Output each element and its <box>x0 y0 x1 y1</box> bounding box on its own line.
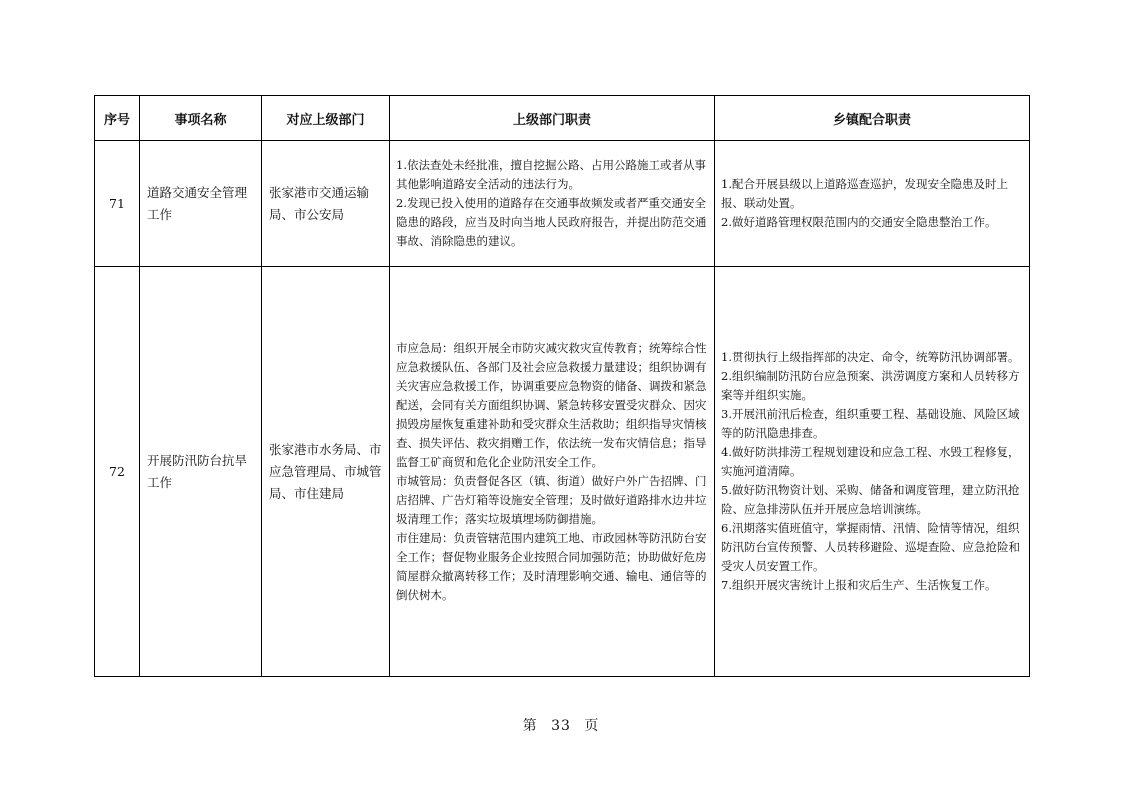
page-footer <box>0 715 1122 735</box>
duty-paragraph: 1.贯彻执行上级指挥部的决定、命令，统筹防汛协调部署。 <box>721 350 1020 364</box>
duty-paragraph: 6.汛期落实值班值守，掌握雨情、汛情、险情等情况，组织防汛防台宣传预警、人员转移避险、巡堤查险、应急抢险和受灾人员安置工作。 <box>721 521 1020 573</box>
row-town-duties <box>715 267 1030 677</box>
row-upper-dept: 张家港市水务局、市应急管理局、市城管局、市住建局 <box>262 267 390 677</box>
duty-paragraph: 1.配合开展县级以上道路巡查巡护，发现安全隐患及时上报、联动处置。 <box>721 177 1008 210</box>
row-upper-dept: 张家港市交通运输局、市公安局 <box>262 141 390 267</box>
row-item-name: 道路交通安全管理工作 <box>140 141 262 267</box>
duty-table <box>94 95 1030 677</box>
duty-paragraph: 3.开展汛前汛后检查，组织重要工程、基础设施、风险区域等的防汛隐患排查。 <box>721 407 1020 440</box>
duty-paragraph: 2.做好道路管理权限范围内的交通安全隐患整治工作。 <box>721 215 997 229</box>
duty-paragraph: 5.做好防汛物资计划、采购、储备和调度管理，建立防汛抢险、应急排涝队伍并开展应急培训演练。 <box>721 483 1020 516</box>
duty-paragraph: 市城管局：负责督促各区（镇、街道）做好户外广告招牌、门店招牌、广告灯箱等设施安全管理；及时做好道路排水边井垃圾清理工作；落实垃圾填埋场防御措施。 <box>396 473 707 526</box>
header-upper-dept: 对应上级部门 <box>262 96 390 141</box>
header-seq: 序号 <box>95 96 140 141</box>
duty-paragraph: 2.发现已投入使用的道路存在交通事故频发或者严重交通安全隐患的路段，应当及时向当地人民政府报告，并提出防范交通事故、消除隐患的建议。 <box>396 196 707 248</box>
duty-paragraph: 市住建局：负责管辖范围内建筑工地、市政园林等防汛防台安全工作；督促物业服务企业按照合同加强防范；协助做好危房简屋群众撤离转移工作；及时清理影响交通、输电、通信等的倒伏树木。 <box>396 530 707 602</box>
table-row <box>95 267 1030 677</box>
row-upper-duties <box>390 267 715 677</box>
header-upper-duties: 上级部门职责 <box>390 96 715 141</box>
duty-paragraph: 4.做好防洪排涝工程规划建设和应急工程、水毁工程修复，实施河道清障。 <box>721 445 1020 478</box>
duty-paragraph: 7.组织开展灾害统计上报和灾后生产、生活恢复工作。 <box>721 578 997 592</box>
duty-paragraph: 1.依法查处未经批准，擅自挖掘公路、占用公路施工或者从事其他影响道路安全活动的违法行为。 <box>396 158 706 191</box>
row-town-duties <box>715 141 1030 267</box>
row-seq: 71 <box>95 141 140 267</box>
header-item-name: 事项名称 <box>140 96 262 141</box>
page-suffix: 页 <box>584 718 600 734</box>
page-number: 33 <box>551 718 571 734</box>
duty-paragraph: 市应急局：组织开展全市防灾减灾救灾宣传教育；统筹综合性应急救援队伍、各部门及社会应急救援力量建设；组织协调有关灾害应急救援工作，协调重要应急物资的储备、调拨和紧急配送，会同有关方面组织协调、紧急转移安置受灾群众、因灾损毁房屋恢复重建补助和受灾群众生活救助；组织指导灾情核查、损失评估、救灾捐赠工作，依法统一发布灾情信息；指导监督工矿商贸和危化企业防汛安全工作。 <box>396 340 707 469</box>
row-upper-duties <box>390 141 715 267</box>
row-item-name: 开展防汛防台抗旱工作 <box>140 267 262 677</box>
table-row <box>95 141 1030 267</box>
header-town-duties: 乡镇配合职责 <box>715 96 1030 141</box>
header-row <box>95 96 1030 141</box>
duty-paragraph: 2.组织编制防汛防台应急预案、洪涝调度方案和人员转移方案等并组织实施。 <box>721 369 1020 402</box>
row-seq: 72 <box>95 267 140 677</box>
page-prefix: 第 <box>522 718 538 734</box>
